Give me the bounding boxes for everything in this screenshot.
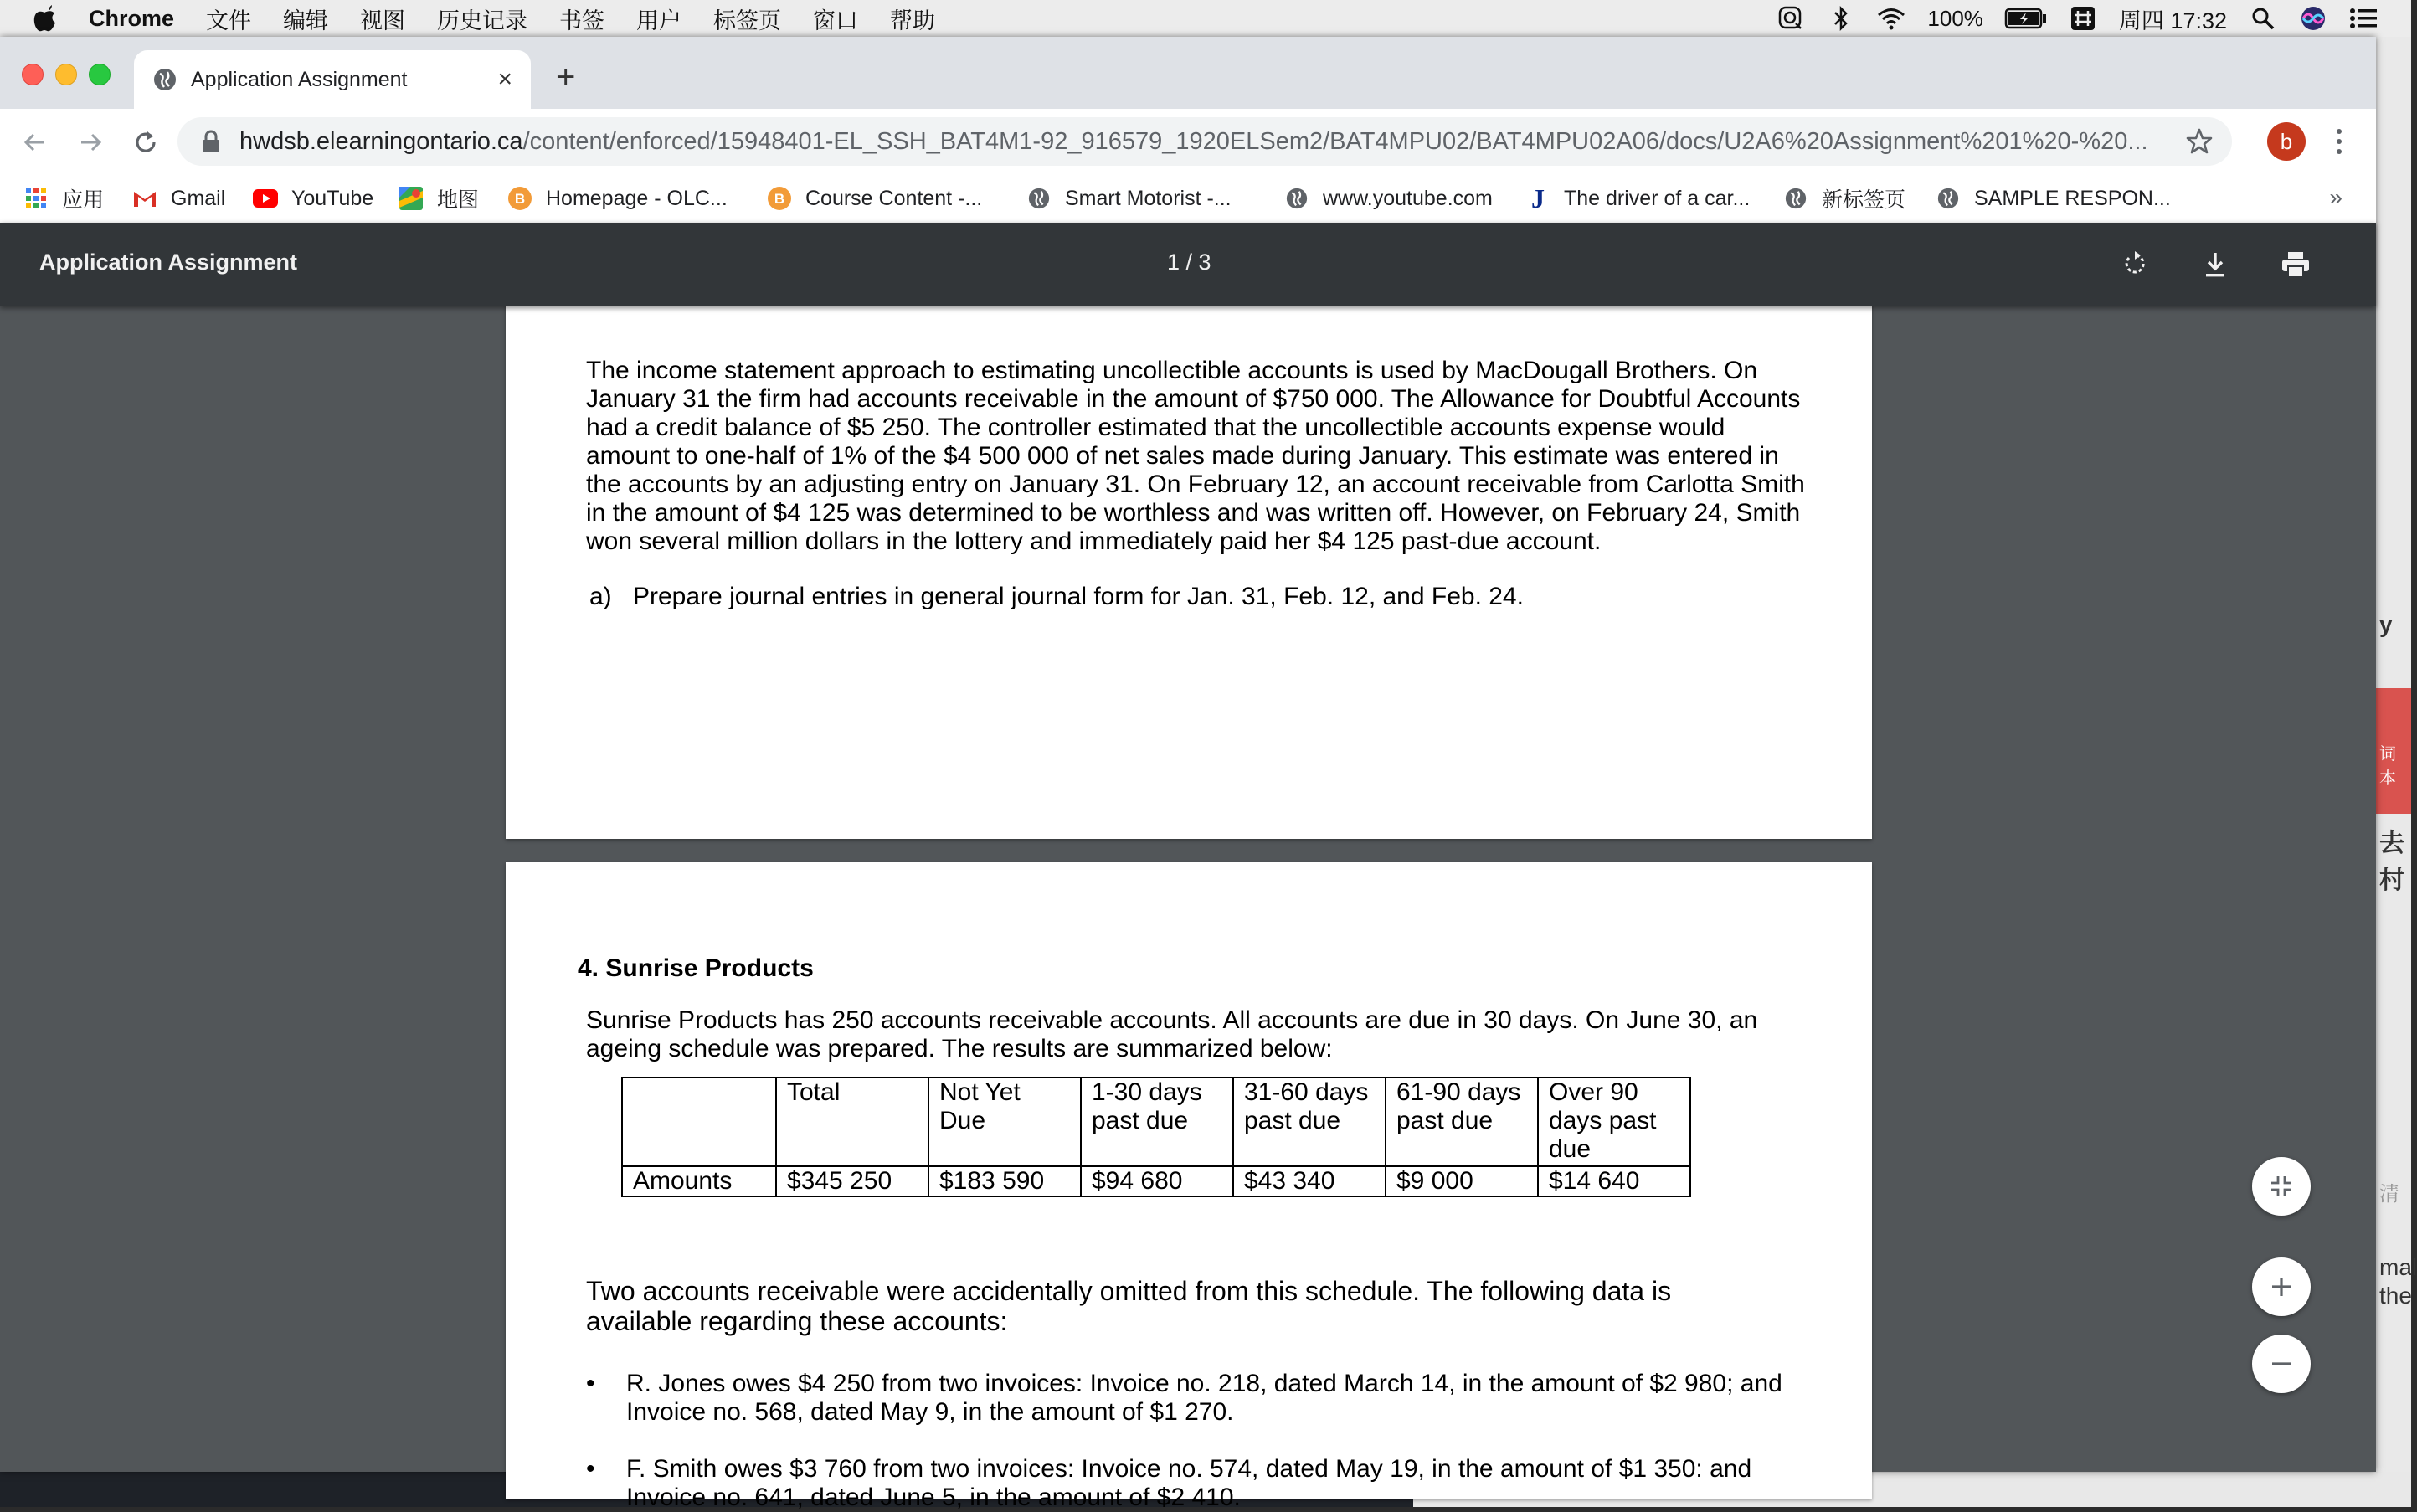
- background-red-tab: [2376, 688, 2411, 814]
- apps-grid-icon: [23, 186, 49, 211]
- bullet-item: [586, 1455, 1825, 1512]
- globe-icon: [152, 67, 177, 92]
- header-line: past due: [1396, 1107, 1494, 1134]
- table-header-cell: [1386, 1077, 1538, 1166]
- background-app-strip: [2376, 37, 2417, 1507]
- bookmarks-bar: [0, 174, 2376, 224]
- reload-button[interactable]: [127, 124, 164, 161]
- input-method-icon[interactable]: [2069, 4, 2097, 33]
- menu-clock[interactable]: 周四 17:32: [2118, 8, 2227, 33]
- background-text-fragment: the: [2379, 1283, 2412, 1309]
- header-line: Total: [787, 1078, 841, 1106]
- bullet-line: Invoice no. 568, dated May 9, in the amount of $1 270.: [626, 1398, 1234, 1426]
- lock-icon[interactable]: [201, 130, 221, 153]
- download-button[interactable]: [2195, 244, 2235, 285]
- table-header-cell: [1538, 1077, 1690, 1166]
- background-text-fragment: 词本: [2379, 745, 2396, 788]
- j-icon: J: [1531, 183, 1545, 213]
- bookmark-label: Homepage - OLC...: [546, 186, 728, 210]
- tab-title: Application Assignment: [191, 67, 408, 91]
- plus-icon: [2270, 1275, 2293, 1299]
- bookmark-label: 应用: [62, 188, 105, 212]
- macos-menu-bar: [0, 0, 2411, 38]
- close-window-button[interactable]: [22, 64, 44, 85]
- fit-to-page-button[interactable]: [2252, 1157, 2311, 1216]
- menu-tab[interactable]: 标签页: [713, 8, 782, 33]
- olc-icon: [767, 186, 792, 211]
- header-line: 1-30 days: [1092, 1078, 1202, 1106]
- pdf-page-1: [506, 303, 1872, 839]
- pdf-page-2: [506, 862, 1872, 1511]
- paragraph-line: available regarding these accounts:: [586, 1306, 1008, 1336]
- paragraph-line: January 31 the firm had accounts receivable in the amount of $750 000. The Allowance for Doubtful Accounts: [586, 385, 1801, 413]
- arrow-left-icon: [21, 128, 49, 157]
- menu-window[interactable]: 窗口: [813, 8, 859, 33]
- browser-toolbar: [0, 109, 2376, 174]
- svg-text:B: B: [514, 191, 526, 207]
- bookmark-gmail[interactable]: [132, 174, 225, 223]
- paragraph-line: ageing schedule was prepared. The results are summarized below:: [586, 1035, 1333, 1062]
- bookmark-sample-response[interactable]: [1936, 174, 2171, 223]
- bullet-item: [586, 1370, 1825, 1427]
- paragraph-line: amount to one-half of 1% of the $4 500 000 of net sales made during January. This estimate was entered in: [586, 442, 1779, 470]
- chrome-menu-button[interactable]: [2331, 122, 2348, 161]
- apple-icon[interactable]: [32, 4, 57, 33]
- paragraph-line: Two accounts receivable were accidentally omitted from this schedule. The following data is: [586, 1276, 1672, 1306]
- background-text-fragment: y: [2379, 611, 2393, 637]
- header-line: Not Yet: [939, 1078, 1021, 1106]
- ageing-schedule-table: [621, 1077, 1691, 1197]
- pdf-title: Application Assignment: [39, 249, 298, 275]
- paragraph-line: in the amount of $4 125 was determined to be worthless and was written off. However, on February 24, Smith: [586, 499, 1801, 527]
- question-a: [589, 583, 1524, 611]
- zoom-in-button[interactable]: [2252, 1257, 2311, 1316]
- bullet-line: R. Jones owes $4 250 from two invoices: Invoice no. 218, dated March 14, in the amount of $2 980; and: [626, 1370, 1782, 1397]
- amount-cell: $14 640: [1538, 1166, 1690, 1196]
- table-header-cell: [928, 1077, 1081, 1166]
- question-a-label: a): [589, 583, 612, 610]
- globe-icon: [1284, 186, 1309, 211]
- menu-app-name[interactable]: Chrome: [89, 5, 175, 31]
- zoom-window-button[interactable]: [89, 64, 111, 85]
- header-line: past due: [1092, 1107, 1189, 1134]
- siri-icon[interactable]: [2299, 4, 2327, 33]
- back-button[interactable]: [17, 124, 54, 161]
- bookmark-label: 新标签页: [1822, 188, 1906, 212]
- globe-icon: [1026, 186, 1052, 211]
- bookmark-label: YouTube: [291, 186, 374, 210]
- bookmark-star-icon[interactable]: [2185, 127, 2214, 156]
- paragraph-line: won several million dollars in the lottery and immediately paid her $4 125 past-due account.: [586, 527, 1602, 555]
- print-button[interactable]: [2276, 244, 2316, 285]
- arrow-right-icon: [76, 128, 105, 157]
- bullet-marker: •: [586, 1455, 595, 1483]
- svg-text:B: B: [774, 191, 785, 207]
- header-line: past due: [1244, 1107, 1341, 1134]
- bullet-line: Invoice no. 641, dated June 5, in the amount of $2 410.: [626, 1484, 1241, 1511]
- bookmark-label: www.youtube.com: [1323, 186, 1493, 210]
- bookmark-youtube[interactable]: [253, 174, 373, 223]
- paragraph-line: had a credit balance of $5 250. The controller estimated that the uncollectible accounts expense would: [586, 414, 1725, 441]
- battery-percent: 100%: [1927, 5, 1983, 31]
- bookmark-label: 地图: [437, 188, 480, 212]
- minimize-window-button[interactable]: [55, 64, 77, 85]
- menu-view[interactable]: 视图: [360, 8, 406, 33]
- table-header-cell: [1081, 1077, 1233, 1166]
- url-path: /content/enforced/15948401-EL_SSH_BAT4M1-92_916579_1920ELSem2/BAT4MPU02/BAT4MPU02A06/docs/U2A6%20Assignment%201%20-%20...: [522, 127, 2148, 155]
- question-a-text: Prepare journal entries in general journal form for Jan. 31, Feb. 12, and Feb. 24.: [633, 583, 1524, 610]
- row-label-cell: Amounts: [622, 1166, 776, 1196]
- print-icon: [2281, 250, 2311, 279]
- header-line: Over 90: [1549, 1078, 1638, 1106]
- bookmark-label: Gmail: [171, 186, 226, 210]
- header-line: 31-60 days: [1244, 1078, 1369, 1106]
- url-host: hwdsb.elearningontario.ca: [239, 127, 523, 155]
- spotlight-icon[interactable]: [2249, 4, 2277, 33]
- header-line: due: [1549, 1135, 1592, 1163]
- bullet-marker: •: [586, 1370, 595, 1397]
- bookmark-label: SAMPLE RESPON...: [1974, 186, 2171, 210]
- table-header-cell: [622, 1077, 776, 1166]
- minus-icon: [2270, 1352, 2293, 1376]
- omitted-accounts-paragraph: [586, 1276, 1808, 1336]
- new-tab-button[interactable]: +: [556, 59, 576, 95]
- olc-icon: [507, 186, 532, 211]
- bookmarks-overflow-button[interactable]: »: [2329, 184, 2342, 210]
- bluetooth-icon[interactable]: [1827, 4, 1855, 33]
- bookmark-new-tab[interactable]: [1783, 174, 1905, 223]
- youtube-icon: [253, 186, 278, 211]
- table-header-row: [622, 1077, 1690, 1166]
- header-line: 61-90 days: [1396, 1078, 1521, 1106]
- bookmark-course-content[interactable]: [767, 174, 982, 223]
- bookmark-label: Course Content -...: [805, 186, 983, 210]
- macdougall-paragraph: [586, 357, 1808, 556]
- menu-people[interactable]: 用户: [636, 8, 682, 33]
- bookmark-label: Smart Motorist -...: [1065, 186, 1232, 210]
- bookmark-smart-motorist[interactable]: [1026, 174, 1232, 223]
- profile-avatar[interactable]: b: [2267, 122, 2306, 161]
- rotate-button[interactable]: [2115, 244, 2155, 285]
- amount-cell: $345 250: [776, 1166, 928, 1196]
- tab-application-assignment[interactable]: [134, 50, 531, 109]
- paragraph-line: Sunrise Products has 250 accounts receivable accounts. All accounts are due in 30 days. On June 30, an: [586, 1006, 1758, 1034]
- gmail-icon: [132, 186, 157, 211]
- tab-strip: [0, 37, 2376, 109]
- bookmark-label: The driver of a car...: [1564, 186, 1751, 210]
- bullet-line: F. Smith owes $3 760 from two invoices: Invoice no. 574, dated May 19, in the amount of $1 350: and: [626, 1455, 1752, 1483]
- amount-cell: $183 590: [928, 1166, 1081, 1196]
- paragraph-line: The income statement approach to estimating uncollectible accounts is used by MacDougall Brothers. On: [586, 357, 1758, 384]
- pdf-toolbar: [0, 223, 2376, 306]
- amount-cell: $94 680: [1081, 1166, 1233, 1196]
- address-bar[interactable]: [177, 117, 2232, 166]
- notification-center-icon[interactable]: [2349, 4, 2378, 33]
- qq-icon[interactable]: [1777, 4, 1805, 33]
- background-text-fragment: 清: [2379, 1183, 2399, 1206]
- wifi-icon[interactable]: [1877, 4, 1905, 33]
- menu-help[interactable]: 帮助: [890, 8, 936, 33]
- table-header-cell: [776, 1077, 928, 1166]
- background-text-fragment: mal: [2379, 1254, 2417, 1280]
- amount-cell: $43 340: [1233, 1166, 1386, 1196]
- bookmark-driver-of-a-car[interactable]: [1525, 174, 1750, 223]
- bookmark-olc-homepage[interactable]: [507, 174, 728, 223]
- bookmark-youtube-site[interactable]: [1284, 174, 1493, 223]
- table-row: [622, 1166, 1690, 1196]
- table-header-cell: [1233, 1077, 1386, 1166]
- background-text-fragment: 去村: [2379, 830, 2404, 894]
- battery-icon[interactable]: [2005, 4, 2047, 33]
- chrome-window: [0, 37, 2376, 1511]
- reload-icon: [131, 128, 160, 157]
- globe-icon: [1783, 186, 1808, 211]
- maps-icon: [399, 186, 424, 211]
- menu-edit[interactable]: 编辑: [283, 8, 329, 33]
- rotate-icon: [2121, 250, 2149, 279]
- bookmark-maps[interactable]: [399, 174, 479, 223]
- menu-history[interactable]: 历史记录: [437, 8, 528, 33]
- amount-cell: $9 000: [1386, 1166, 1538, 1196]
- download-icon: [2202, 250, 2229, 279]
- bookmark-apps[interactable]: [23, 174, 104, 223]
- section-heading: 4. Sunrise Products: [578, 954, 814, 982]
- sunrise-intro: [586, 1006, 1808, 1063]
- collapse-icon: [2269, 1174, 2294, 1199]
- close-tab-button[interactable]: ×: [497, 65, 512, 93]
- header-line: days past: [1549, 1107, 1657, 1134]
- globe-icon: [1936, 186, 1961, 211]
- paragraph-line: the accounts by an adjusting entry on January 31. On February 12, an account receivable from Carlotta Smith: [586, 471, 1805, 498]
- header-line: Due: [939, 1107, 986, 1134]
- forward-button[interactable]: [72, 124, 109, 161]
- zoom-out-button[interactable]: [2252, 1335, 2311, 1393]
- menu-file[interactable]: 文件: [206, 8, 252, 33]
- page-indicator[interactable]: 1 / 3: [1167, 249, 1211, 275]
- menu-bookmarks[interactable]: 书签: [559, 8, 605, 33]
